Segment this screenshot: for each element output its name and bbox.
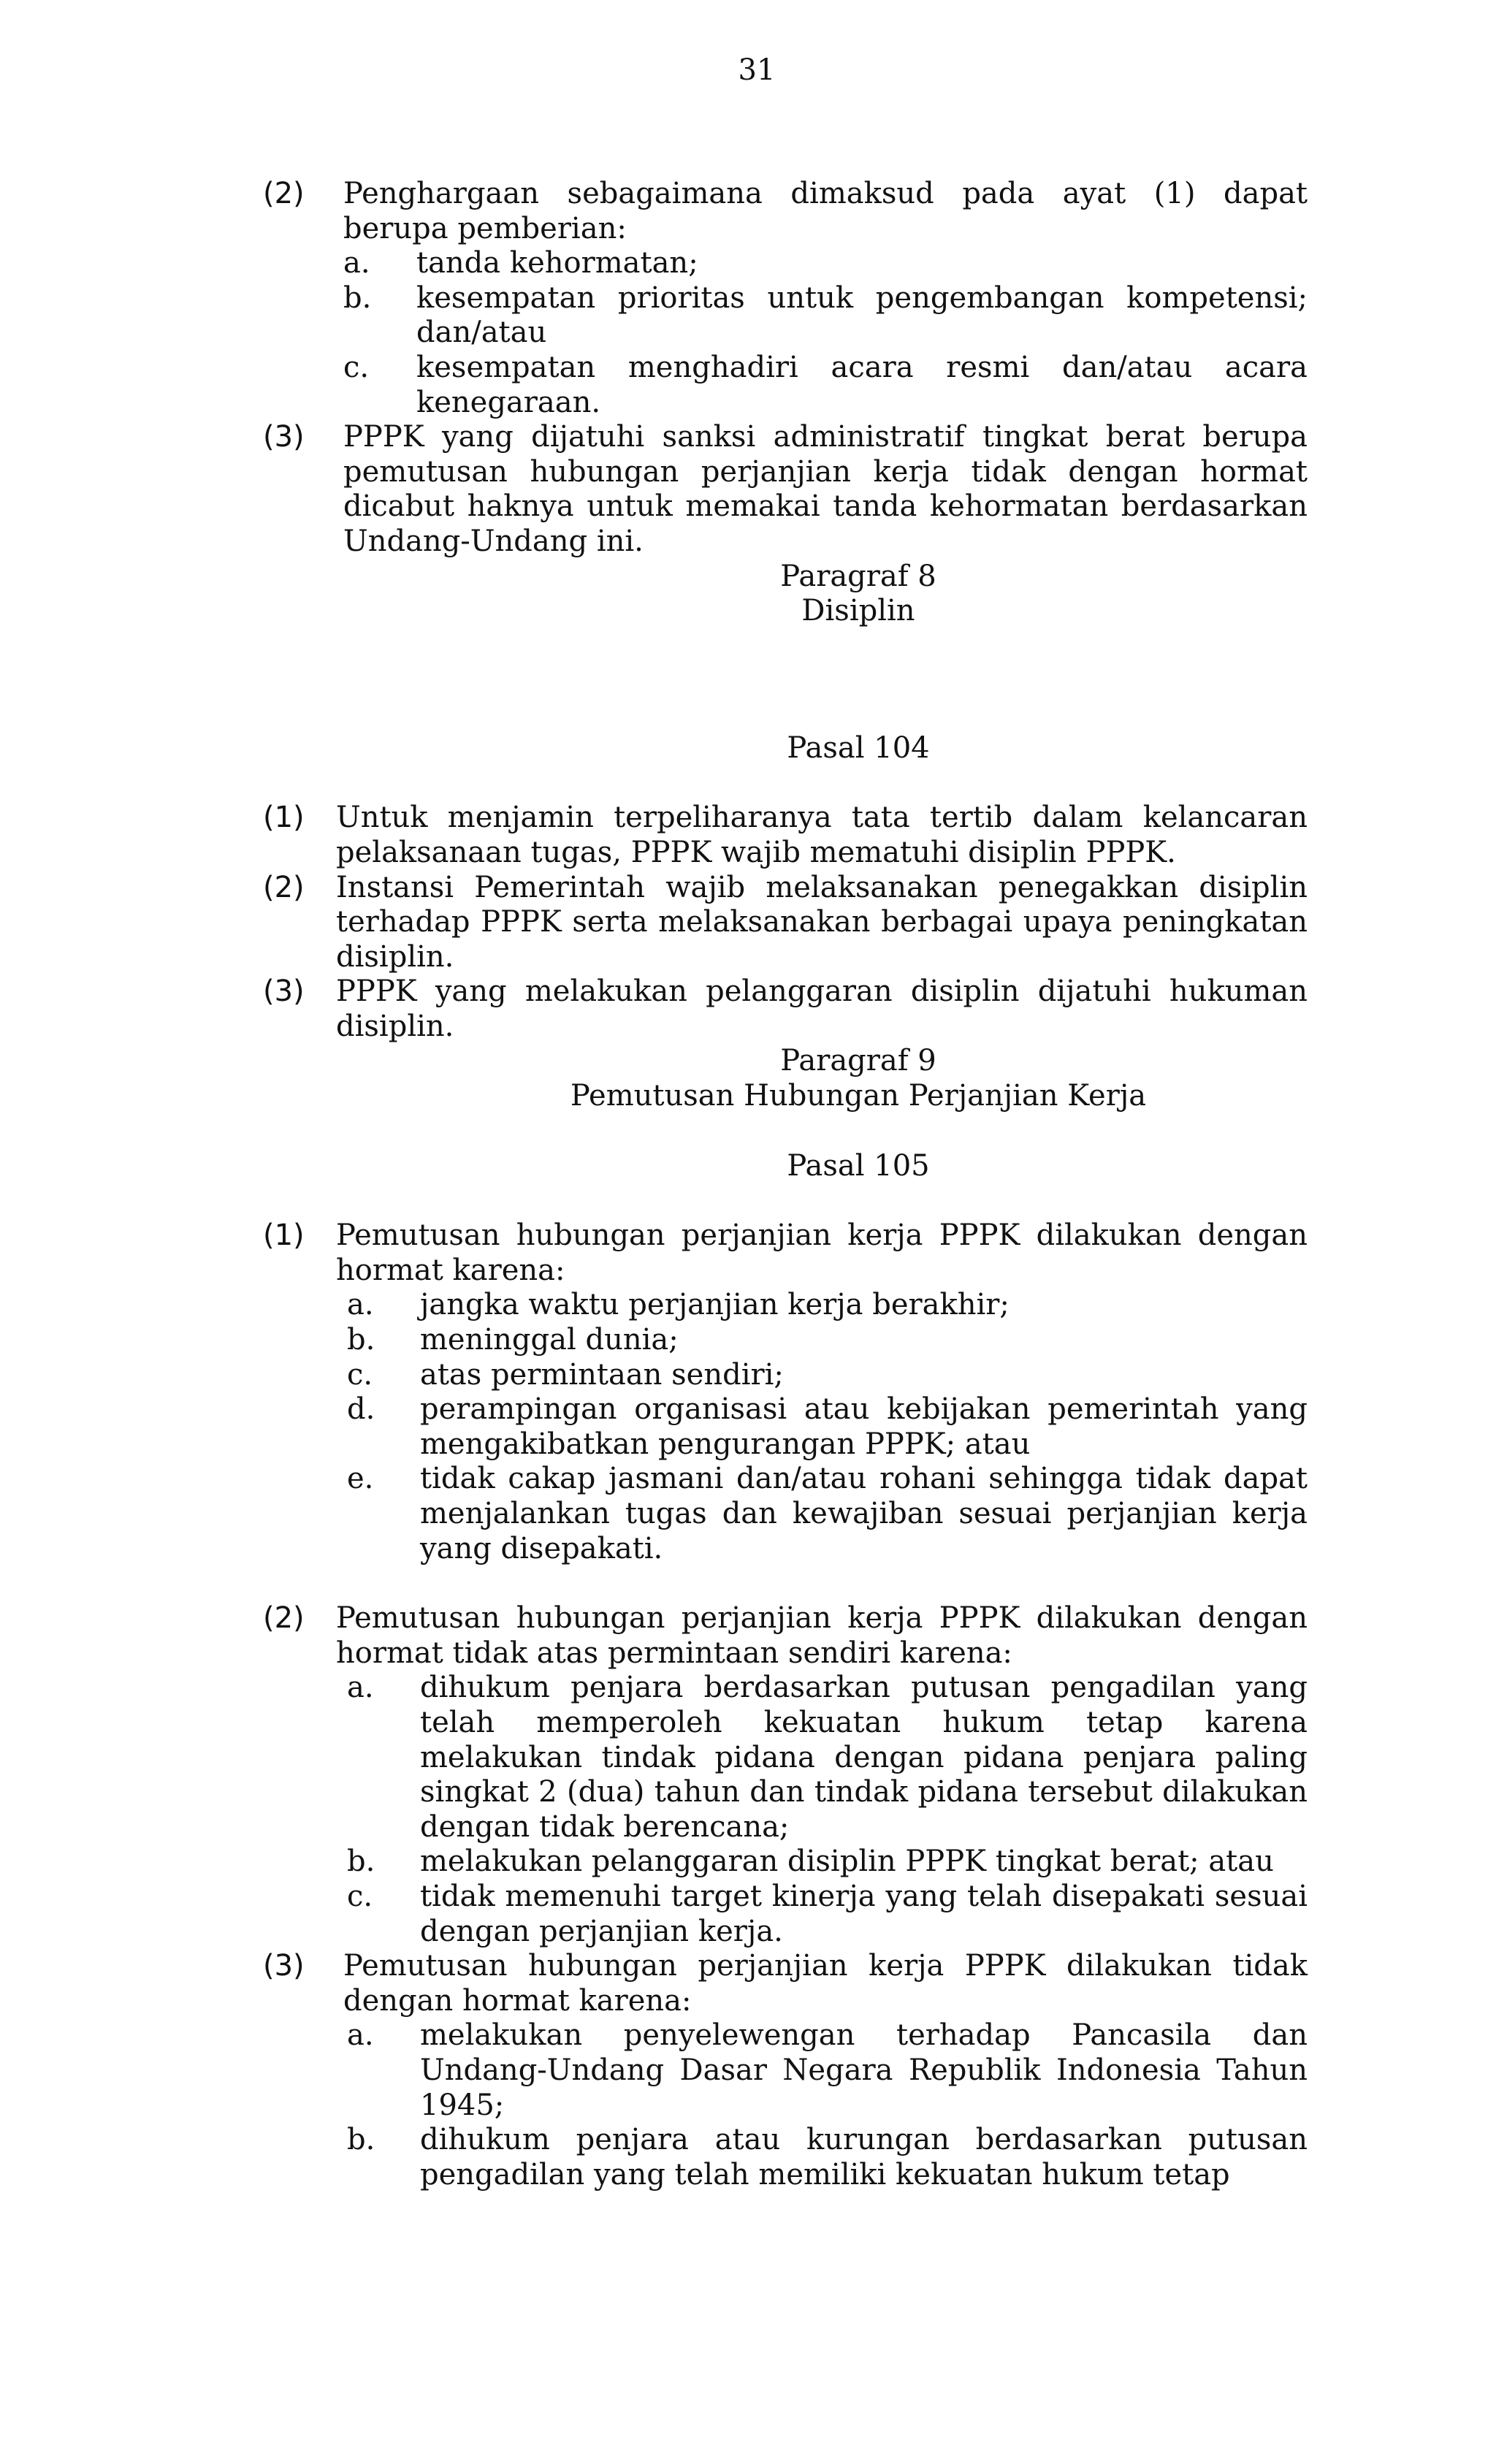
- article-continuation: [263, 177, 1308, 560]
- item-text: melakukan pelanggaran disiplin PPPK tingkat berat; atau: [420, 1845, 1274, 1879]
- ayat-number: (1): [263, 801, 305, 835]
- ayat-number: (3): [263, 974, 305, 1009]
- item-letter: c.: [347, 1357, 373, 1392]
- list-item: [347, 2123, 1308, 2192]
- pasal-heading: Pasal 104: [787, 731, 930, 765]
- ayat-text: Penghargaan sebagaimana dimaksud pada ayat (1) dapat berupa pemberian:: [343, 177, 1308, 245]
- list-item: [347, 1288, 1308, 1323]
- ayat: [263, 871, 1308, 975]
- ayat-text: Instansi Pemerintah wajib melaksanakan penegakkan disiplin terhadap PPPK serta melaksanakan berbagai upaya peningkatan disiplin.: [336, 870, 1308, 974]
- item-list: [347, 1288, 1308, 1566]
- ayat: [263, 1218, 1308, 1566]
- ayat-number: (2): [263, 870, 305, 904]
- item-list: [347, 2018, 1308, 2192]
- ayat-text: Pemutusan hubungan perjanjian kerja PPPK dilakukan dengan hormat karena:: [336, 1218, 1308, 1287]
- item-text: melakukan penyelewengan terhadap Pancasila dan Undang-Undang Dasar Negara Republik Indonesia Tahun 1945;: [420, 2018, 1308, 2122]
- pasal-105-body: [263, 1218, 1308, 2192]
- item-text: tidak cakap jasmani dan/atau rohani sehingga tidak dapat menjalankan tugas dan kewajiban sesuai perjanjian kerja yang disepakati.: [420, 1462, 1308, 1565]
- ayat: [263, 974, 1308, 1044]
- item-letter: b.: [343, 281, 372, 315]
- paragraf-heading: Paragraf 9: [780, 1044, 936, 1078]
- paragraf-title: Pemutusan Hubungan Perjanjian Kerja: [570, 1079, 1147, 1113]
- item-text: atas permintaan sendiri;: [420, 1357, 784, 1392]
- item-text: dihukum penjara berdasarkan putusan pengadilan yang telah memperoleh kekuatan hukum tetap karena melakukan tindak pidana dengan pidana penjara paling singkat 2 (dua) tahun dan tindak pidana tersebut dilakukan dengan tidak berencana;: [420, 1671, 1308, 1844]
- item-letter: b.: [347, 2123, 375, 2157]
- ayat-number: (3): [263, 1949, 305, 1983]
- ayat-text: Untuk menjamin terpeliharanya tata tertib dalam kelancaran pelaksanaan tugas, PPPK wajib mematuhi disiplin PPPK.: [336, 801, 1308, 869]
- list-item: [343, 351, 1308, 420]
- item-letter: c.: [343, 350, 370, 384]
- ayat: [263, 1601, 1308, 1949]
- list-item: [347, 1845, 1308, 1880]
- item-letter: c.: [347, 1879, 373, 1913]
- list-item: [347, 1392, 1308, 1462]
- ayat-number: (2): [263, 177, 305, 210]
- item-text: jangka waktu perjanjian kerja berakhir;: [420, 1288, 1010, 1322]
- list-item: [347, 1671, 1308, 1845]
- ayat: [263, 177, 1308, 420]
- item-letter: a.: [343, 246, 370, 281]
- list-item: [343, 281, 1308, 351]
- item-letter: a.: [347, 2018, 374, 2053]
- ayat-text: Pemutusan hubungan perjanjian kerja PPPK dilakukan tidak dengan hormat karena:: [343, 1949, 1308, 2018]
- ayat-text: PPPK yang dijatuhi sanksi administratif tingkat berat berupa pemutusan hubungan perjanjian kerja tidak dengan hormat dicabut haknya untuk memakai tanda kehormatan berdasarkan Undang-Undang ini.: [343, 420, 1308, 558]
- list-item: [347, 1323, 1308, 1358]
- item-letter: b.: [347, 1845, 375, 1879]
- item-list: [347, 1671, 1308, 1949]
- item-text: kesempatan prioritas untuk pengembangan kompetensi; dan/atau: [416, 281, 1308, 350]
- paragraf-title: Disiplin: [801, 594, 915, 628]
- ayat-text: Pemutusan hubungan perjanjian kerja PPPK dilakukan dengan hormat tidak atas permintaan sendiri karena:: [336, 1601, 1308, 1670]
- item-text: meninggal dunia;: [420, 1323, 679, 1357]
- ayat: [263, 1949, 1308, 2192]
- list-item: [347, 1462, 1308, 1566]
- ayat-number: (3): [263, 420, 305, 454]
- ayat-number: (1): [263, 1218, 305, 1253]
- item-text: tanda kehormatan;: [416, 246, 698, 281]
- item-letter: a.: [347, 1671, 374, 1705]
- pasal-104-body: [263, 801, 1308, 1044]
- item-text: perampingan organisasi atau kebijakan pemerintah yang mengakibatkan pengurangan PPPK; atau: [420, 1392, 1308, 1461]
- item-letter: e.: [347, 1462, 374, 1496]
- document-body: [263, 177, 1308, 2192]
- item-letter: d.: [347, 1392, 375, 1427]
- ayat: [263, 801, 1308, 870]
- item-text: dihukum penjara atau kurungan berdasarkan putusan pengadilan yang telah memiliki kekuatan hukum tetap: [420, 2123, 1308, 2192]
- list-item: [343, 246, 1308, 281]
- item-list: [343, 246, 1308, 420]
- ayat: [263, 420, 1308, 559]
- page-number: 31: [738, 53, 776, 87]
- item-letter: b.: [347, 1323, 375, 1357]
- item-text: tidak memenuhi target kinerja yang telah disepakati sesuai dengan perjanjian kerja.: [420, 1879, 1308, 1948]
- paragraf-heading: Paragraf 8: [780, 559, 936, 593]
- item-letter: a.: [347, 1288, 374, 1322]
- list-item: [347, 1880, 1308, 1949]
- list-item: [347, 1358, 1308, 1393]
- item-text: kesempatan menghadiri acara resmi dan/atau acara kenegaraan.: [416, 350, 1308, 419]
- ayat-number: (2): [263, 1601, 305, 1636]
- ayat-text: PPPK yang melakukan pelanggaran disiplin dijatuhi hukuman disiplin.: [336, 974, 1308, 1043]
- list-item: [347, 2018, 1308, 2123]
- pasal-heading: Pasal 105: [787, 1148, 930, 1183]
